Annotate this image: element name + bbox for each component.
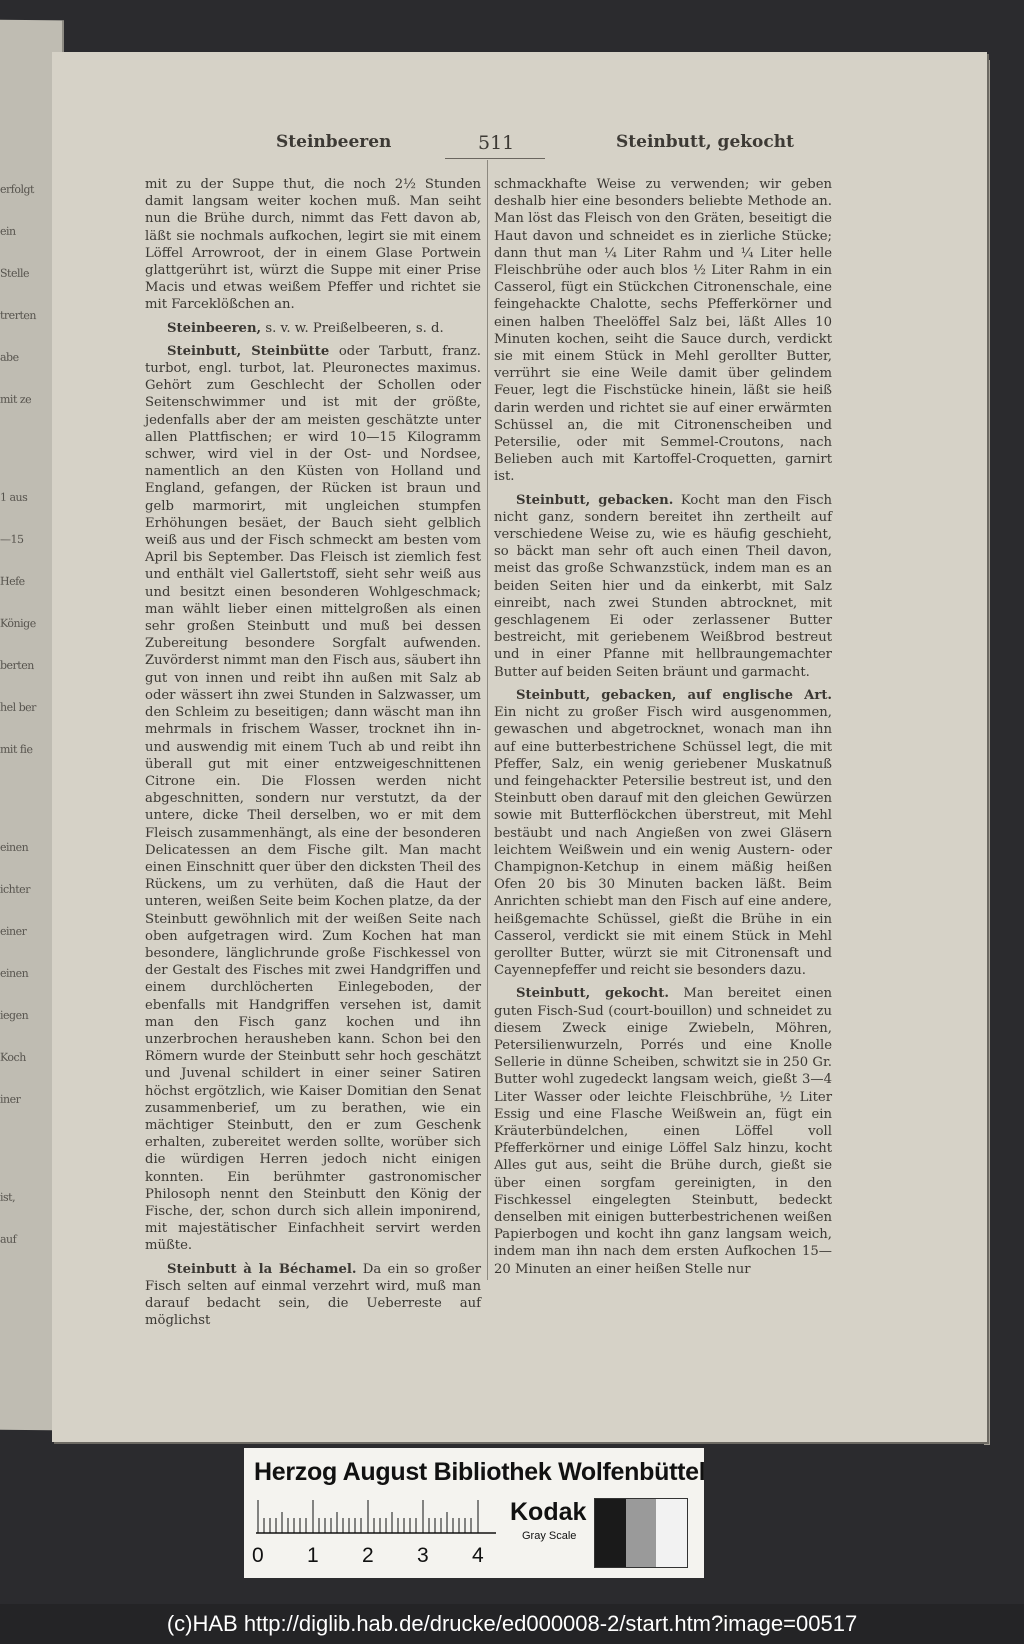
- entry-steinbutt-bechamel: [145, 1261, 481, 1330]
- entry-text: Man bereitet einen guten Fisch-Sud (court-bouillon) und schneidet zu diesem Zweck einige Zwiebeln, Möhren, Petersilienwurzeln, Porrés und eine Knolle Sellerie in dünne Scheiben, schwitzt sie in 250 Gr. Butter wohl zugedeckt langsam weich, gießt 3—4 Liter Wasser oder leichte Fleischbrühe, ½ Liter Essig und eine Flasche Weißwein an, fügt ein Kräuterbündelchen, einen Löffel voll Pfefferkörner und einige Löffel Salz hinzu, kocht Alles gut aus, seiht die Brühe durch, gießt sie über einen sorgfam gereinigten, in den Fischkessel eingelegten Steinbutt, bedeckt denselben mit einigen butterbestrichenen weißen Papierbogen und kocht ihn ganz langsam weich, indem man ihn nach dem ersten Aufkochen 15—20 Minuten an einer heißen Stelle nur: [494, 986, 833, 1277]
- ruler-number: 2: [362, 1544, 374, 1567]
- entry-steinbutt-gebacken: [494, 492, 832, 681]
- color-calibration-card: [244, 1448, 704, 1578]
- entry-steinbeeren: [145, 320, 481, 337]
- header-rule: [445, 158, 545, 159]
- entry-text: Kocht man den Fisch nicht ganz, sondern bereitet ihn zertheilt auf verschiedene Weise zu, wie es häufig geschieht, so bäckt man sehr oft auch einen Theil davon, meist das große Schwanzstück, indem man es an beiden Seiten hier und da einkerbt, mit Salz einreibt, nach zwei Stunden abtrocknet, mit geschlagenem Ei oder zerlassener Butter bestreicht, mit geriebenem Weißbrod bestreut und in einer Pfanne mit hellbraungemachter Butter auf beiden Seiten bräunt und garmacht.: [494, 492, 832, 680]
- entry-steinbutt: [145, 343, 481, 1255]
- entry-keyword: Steinbutt à la Béchamel.: [167, 1261, 357, 1277]
- gray-swatch-light: [656, 1499, 687, 1567]
- page-number: 511: [478, 132, 515, 154]
- entry-steinbutt-gekocht: [494, 985, 832, 1277]
- copyright-caption: (c)HAB http://diglib.hab.de/drucke/ed000008-2/start.htm?image=00517: [166, 1611, 858, 1636]
- column-divider: [487, 160, 488, 1280]
- entry-keyword: Steinbutt, gebacken.: [516, 492, 674, 508]
- entry-steinbutt-englisch: [494, 687, 832, 979]
- entry-text: oder Tarbutt, franz. turbot, engl. turbot, lat. Pleuronectes maximus. Gehört zum Geschlecht der Schollen oder Seitenschwimmer und ist mit der größte, jedenfalls aber der am meisten geschätzte unter allen Plattfischen; er wird 10—15 Kilogramm schwer, wird viel in der Ost- und Nordsee, namentlich an den Küsten von Holland und England, gefangen, der Rücken ist braun und gelb marmorirt, mit ungleichen stumpfen Erhöhungen besäet, der Bauch sieht gelblich weiß aus und der Fisch schmeckt am besten vom April bis September. Das Fleisch ist ziemlich fest und enthält viel Gallertstoff, sieht sehr weiß aus und besitzt einen besonderen Wohlgeschmack; man wählt lieber einen mittelgroßen als einen sehr großen Steinbutt und muß bei dessen Zubereitung besondere Sorgfalt aufwenden. Zuvörderst nimmt man den Fisch aus, säubert ihn gut von innen und reibt ihn außen mit Salz ab oder wässert ihn zwei Stunden in Salzwasser, um den Schleim zu beseitigen; dann wäscht man ihn mehrmals in frischem Wasser, trocknet ihn in- und auswendig mit einem Tuch ab und reibt ihn überall gut mit einer entzweigeschnittenen Citrone ein. Die Flossen werden nicht abgeschnitten, sondern nur verstutzt, da der untere, dicke Theil derselben, wo er mit dem Fleisch zusammenhängt, als eine der besonderen Delicatessen an dem Fische gilt. Man macht einen Einschnitt quer über den dicksten Theil des Rückens, um zu verhüten, daß die Haut der unteren, weißen Seite beim Kochen platze, da der Steinbutt gewöhnlich mit der weißen Seite nach oben aufgetragen wird. Zum Kochen hat man besondere, länglichrunde große Fischkessel von der Gestalt des Fisches mit zwei Handgriffen und einem durchlöcherten Einlegeboden, der ebenfalls mit Handgriffen versehen ist, damit man den Fisch ganz kochen und ihn unzerbrochen herausheben kann. Schon bei den Römern wurde der Steinbutt sehr hoch geschätzt und Juvenal schildert in einer seiner Satiren höchst ergötzlich, wie Kaiser Domitian den Senat zusammenberief, um zu berathen, wie ein mächtiger Steinbutt, den er zum Geschenk erhalten, zubereitet werden sollte, worüber sich die würdigen Herren jedoch nicht einigen konnten. Ein berühmter gastronomischer Philosoph nennt den Steinbutt den König der Fische, der, schon durch sich allein imponirend, mit majestätischer Einfachheit servirt werden müßte.: [145, 343, 481, 1254]
- library-title: Herzog August Bibliothek Wolfenbüttel: [254, 1458, 706, 1486]
- entry-text: Da ein so großer Fisch selten auf einmal verzehrt wird, muß man darauf bedacht sein, die Ueberreste auf möglichst: [145, 1261, 481, 1329]
- header-right-keyword: Steinbutt, gekocht: [616, 132, 794, 152]
- gray-swatch-mid: [626, 1499, 657, 1567]
- kodak-logo: Kodak: [510, 1498, 587, 1526]
- gray-scale-swatches: [594, 1498, 688, 1568]
- left-column: [145, 176, 481, 1335]
- gray-scale-label: Gray Scale: [522, 1530, 577, 1542]
- left-page-fragment-block: erfolgt ein Stelle trerten abe mit ze 1 aus —15 Hefe Könige berten hel ber mit fie einen ichter einer einen iegen Koch iner ist, auf: [0, 182, 36, 1246]
- ruler-number: 0: [252, 1544, 264, 1567]
- ruler-number: 4: [472, 1544, 484, 1567]
- header-left-keyword: Steinbeeren: [276, 132, 392, 152]
- right-column: [494, 176, 832, 1284]
- entry-keyword: Steinbutt, Steinbütte: [167, 343, 330, 359]
- entry-text: Ein nicht zu großer Fisch wird ausgenommen, gewaschen und abgetrocknet, wonach man ihn auf eine butterbestrichene Schüssel legt, die mit Pfeffer, Salz, ein wenig geriebener Muskatnuß und feingehackter Petersilie bestreut ist, und den Steinbutt oben darauf mit den gleichen Gewürzen sowie mit Butterflöckchen überstreut, mit Mehl bestäubt und nach Angießen von zwei Gläsern leichtem Weißwein und ein wenig Austern- oder Champignon-Ketchup in einem mäßig heißen Ofen 20 bis 30 Minuten backen läßt. Beim Anrichten schiebt man den Fisch auf eine andere, heißgemachte Schüssel, gießt die Brühe in ein Casserol, verdickt sie mit einem Stück in Mehl gerollter Butter, würzt sie mit Citronensaft und Cayennepfeffer und reicht sie besonders dazu.: [494, 705, 832, 979]
- ruler: [256, 1500, 496, 1534]
- entry-keyword: Steinbeeren,: [167, 320, 262, 336]
- entry-keyword: Steinbutt, gebacken, auf englische Art.: [516, 687, 832, 703]
- gray-swatch-dark: [595, 1499, 626, 1567]
- ruler-number: 3: [417, 1544, 429, 1567]
- paragraph: mit zu der Suppe thut, die noch 2½ Stunden damit langsam weiter kochen muß. Man seiht nun die Brühe durch, nimmt das Fett davon ab, läßt sie nochmals aufkochen, legirt sie mit einem Löffel Arrowroot, der in einem Glase Portwein glattgerührt ist, würzt die Suppe mit einer Prise Macis und etwas weißem Pfeffer und richtet sie mit Farceklößchen an.: [145, 177, 481, 313]
- entry-keyword: Steinbutt, gekocht.: [516, 986, 669, 1002]
- entry-text: s. v. w. Preißelbeeren, s. d.: [261, 320, 444, 336]
- ruler-number: 1: [307, 1544, 319, 1567]
- paragraph: schmackhafte Weise zu verwenden; wir geben deshalb hier eine besonders beliebte Methode an. Man löst das Fleisch von den Gräten, beseitigt die Haut davon und schneidet es in zierliche Stücke; dann thut man ¼ Liter Rahm und ¼ Liter helle Fleischbrühe oder auch blos ½ Liter Rahm in ein Casserol, fügt ein Stückchen Citronenschale, eine feingehackte Chalotte, sechs Pfefferkörner und einen halben Theelöffel Salz bei, läßt Alles 10 Minuten kochen, seiht die Sauce durch, verdickt sie mit einem Stück in Mehl gerollter Butter, verrührt sie eine Weile damit über gelindem Feuer, legt die Fischstücke hinein, läßt sie heiß darin werden und richtet sie auf einer erwärmten Schüssel an, die mit Citronenscheiben und Petersilie, oder mit Semmel-Croutons, nach Belieben auch mit Kartoffel-Croquetten, garnirt ist.: [494, 177, 832, 485]
